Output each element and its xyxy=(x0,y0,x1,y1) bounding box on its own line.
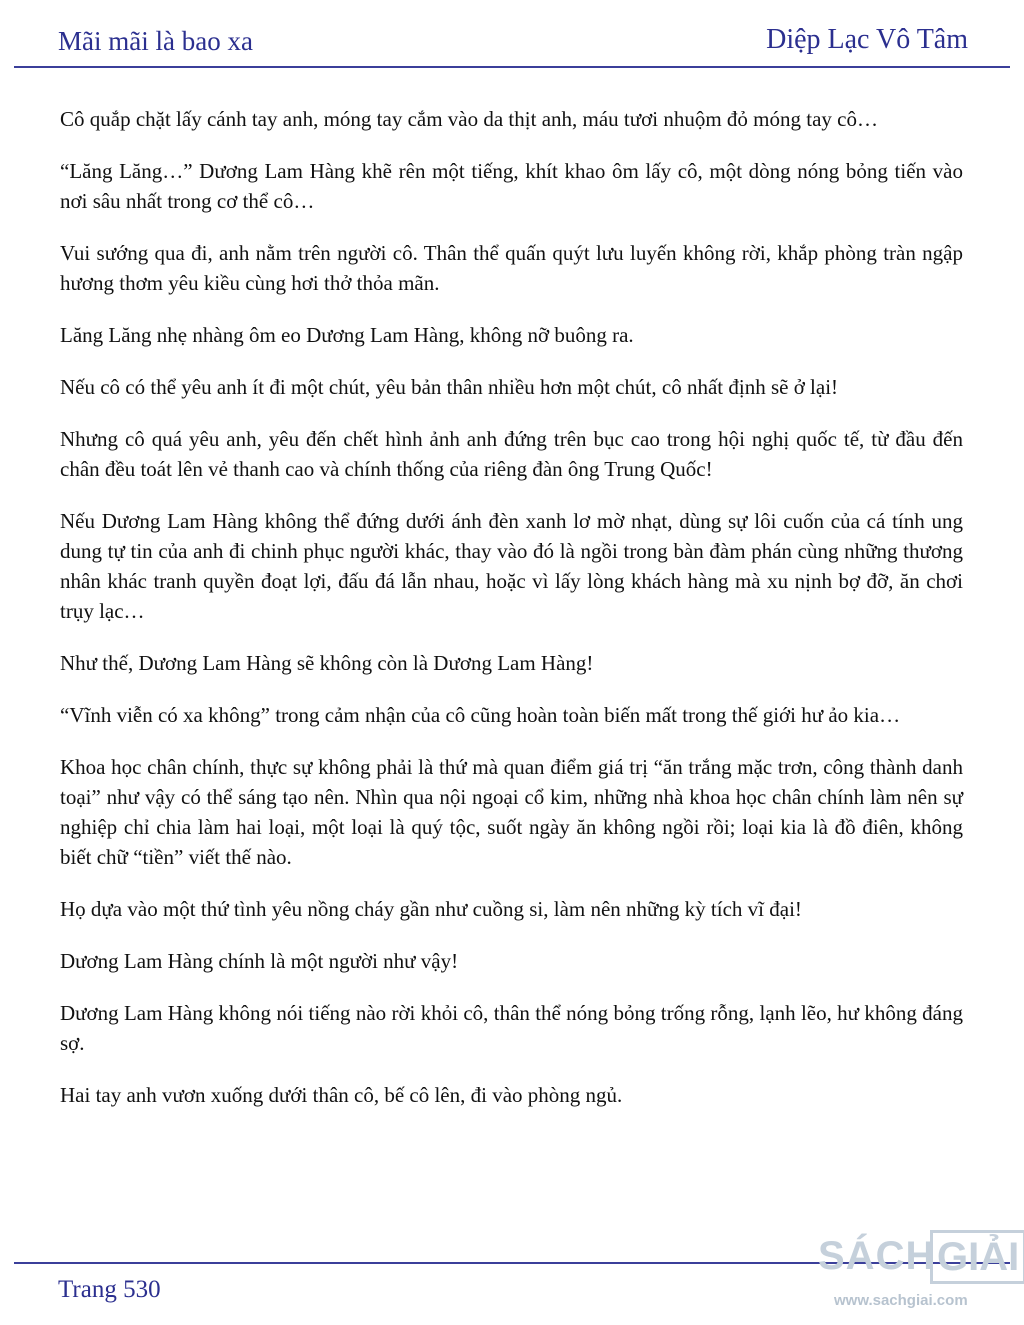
paragraph-13: Dương Lam Hàng không nói tiếng nào rời khỏi cô, thân thể nóng bỏng trống rỗng, lạnh lẽo, hư không đáng sợ. xyxy=(60,1001,963,1055)
sachgiai-watermark-logo xyxy=(812,1226,1024,1322)
paragraph-7: Nếu Dương Lam Hàng không thể đứng dưới ánh đèn xanh lơ mờ nhạt, dùng sự lôi cuốn của cá tính ung dung tự tin của anh đi chinh phục người khác, thay vào đó là ngồi trong bàn đàm phán cùng những thương nhân khác tranh quyền đoạt lợi, đấu đá lẫn nhau, hoặc vì lấy lòng khách hàng mà xu nịnh bợ đỡ, ăn chơi trụy lạc… xyxy=(60,509,963,623)
paragraph-6: Nhưng cô quá yêu anh, yêu đến chết hình ảnh anh đứng trên bục cao trong hội nghị quốc tế, từ đầu đến chân đều toát lên vẻ thanh cao và chính thống của riêng đàn ông Trung Quốc! xyxy=(60,427,963,481)
book-title: Mãi mãi là bao xa xyxy=(58,26,253,56)
paragraph-9: “Vĩnh viễn có xa không” trong cảm nhận của cô cũng hoàn toàn biến mất trong thế giới hư ảo kia… xyxy=(60,703,901,727)
paragraph-10: Khoa học chân chính, thực sự không phải là thứ mà quan điểm giá trị “ăn trắng mặc trơn, công thành danh toại” như vậy có thể sáng tạo nên. Nhìn qua nội ngoại cổ kim, những nhà khoa học chân chính làm nên sự nghiệp chỉ chia làm hai loại, một loại là quý tộc, suốt ngày ăn không ngồi rồi; loại kia là đồ điên, không biết chữ “tiền” viết thế nào. xyxy=(60,755,963,869)
paragraph-14: Hai tay anh vươn xuống dưới thân cô, bế cô lên, đi vào phòng ngủ. xyxy=(60,1083,623,1107)
paragraph-12: Dương Lam Hàng chính là một người như vậy! xyxy=(60,949,459,973)
paragraph-5: Nếu cô có thể yêu anh ít đi một chút, yêu bản thân nhiều hơn một chút, cô nhất định sẽ ở lại! xyxy=(60,375,839,399)
paragraph-11: Họ dựa vào một thứ tình yêu nồng cháy gần như cuồng si, làm nên những kỳ tích vĩ đại! xyxy=(60,897,802,921)
watermark-url: www.sachgiai.com xyxy=(834,1292,968,1309)
page-header xyxy=(14,0,1010,68)
author-name: Diệp Lạc Vô Tâm xyxy=(766,24,968,55)
paragraph-1: Cô quắp chặt lấy cánh tay anh, móng tay cắm vào da thịt anh, máu tươi nhuộm đỏ móng tay cô… xyxy=(60,107,878,131)
paragraph-8: Như thế, Dương Lam Hàng sẽ không còn là Dương Lam Hàng! xyxy=(60,651,594,675)
page-number: Trang 530 xyxy=(58,1276,161,1303)
paragraph-3: Vui sướng qua đi, anh nằm trên người cô. Thân thể quấn quýt lưu luyến không rời, khắp phòng tràn ngập hương thơm yêu kiều cùng hơi thở thỏa mãn. xyxy=(60,241,963,295)
paragraph-2: “Lăng Lăng…” Dương Lam Hàng khẽ rên một tiếng, khít khao ôm lấy cô, một dòng nóng bỏng tiến vào nơi sâu nhất trong cơ thể cô… xyxy=(60,159,963,213)
watermark-text-sach: SÁCH xyxy=(818,1234,936,1278)
page-body xyxy=(60,104,963,1132)
watermark-text-giai: GIẢI xyxy=(930,1230,1024,1284)
paragraph-4: Lăng Lăng nhẹ nhàng ôm eo Dương Lam Hàng, không nỡ buông ra. xyxy=(60,323,634,347)
